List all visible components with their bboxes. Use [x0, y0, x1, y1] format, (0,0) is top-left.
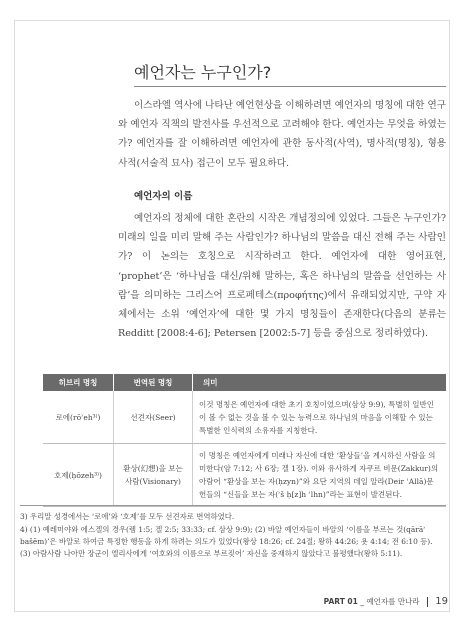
cell-translated: 선견자(Seer)	[114, 391, 193, 444]
cell-meaning: 이것 명칭은 예언자에 대한 초기 호칭이었으며(삼상 9:9), 특별히 일반인이 볼 수 없는 것을 볼 수 있는 능력으로 하나님의 마음을 이해할 수 있는 특별한 인식력의 소유자를 지칭한다.	[193, 391, 447, 444]
header-meaning: 의미	[193, 374, 447, 391]
footer-part: PART 01	[323, 597, 358, 606]
cell-hebrew: 호제(ḥōzeh³⁾)	[43, 444, 114, 507]
header-hebrew: 히브리 명칭	[43, 374, 114, 391]
title-rule	[134, 86, 446, 87]
footnote-rule	[20, 505, 446, 506]
table-row	[43, 391, 446, 444]
header-translated: 번역된 명칭	[114, 374, 193, 391]
cell-hebrew: 로에(rōʾeh³⁾)	[43, 391, 114, 444]
body-text: 예언자의 정체에 대한 혼란의 시작은 개념정의에 있었다. 그들은 누구인가? 미래의 일을 미리 말해 주는 사람인가? 하나님의 말씀을 대신 전해 주는 사람인가? 이 논의는 호칭으로 시작하려고 한다. 예언자에 대한 영어표현, ‘prophet’은 ‘하나님을 대신/위해 말하는, 혹은 하나님의 말씀을 선언하는 사람’을 의미하는 그리스어 프로페테스(προφήτης)에서 유래되었지만, 구약 자체에서는 소위 ‘예언자’에 대한 몇 가지 명칭들이 존재한다(다음의 분류는 Redditt [2008:4-6]; Petersen [2002:5-7] 등을 중심으로 정리하였다).	[118, 213, 446, 340]
body-paragraph	[118, 209, 446, 343]
table-header-row	[43, 374, 446, 391]
page-footer	[324, 596, 448, 607]
table-row	[43, 444, 446, 507]
footnote-4: 4) (1) 예레미야와 에스겔의 경우(렘 1:5; 겔 2:5; 33:33; cf. 삼상 9:9); (2) 바알 예언자들이 바알의 ‘이름을 부르는 것(qārāʾ bašēm)’은 바알로 하여금 특정한 행동을 하게 하려는 의도가 있었다(왕상 18:26; cf. 24절; 왕하 44:26; 욧 4:14; 전 6:10 등). (3) 아람사람 나아만 장군이 엘리사에게 ‘여호와의 이름으로 부르짖어’ 자신을 중재하지 않았다고 불평했다(왕하 5:11).	[20, 525, 433, 558]
chapter-title: 예언자는 누구인가?	[134, 63, 272, 82]
footer-divider	[427, 597, 428, 607]
cell-meaning: 이 명칭은 예언자에게 미래나 자신에 대한 ‘환상들’을 계시하신 사람을 의미한다(암 7:12; 사 6장; 겔 1장). 이와 유사하게 자쿠르 비문(Zakkur)의 아람어 “환상을 보는 자(ḥzyn)”와 요단 지역의 데일 알라(Deir ʿAllā)문헌들의 “신들을 보는 자(ʾš ḥ[z]h ʾlhn)”라는 표현이 발견된다.	[193, 444, 447, 507]
prophet-names-table	[43, 374, 446, 507]
cell-translated: 환상(幻想)을 보는 사람(Visionary)	[114, 444, 193, 507]
intro-text: 이스라엘 역사에 나타난 예언현상을 이해하려면 예언자의 명칭에 대한 연구와 예언자 직책의 발전사를 우선적으로 고려해야 한다. 예언자는 무엇을 하였는가? 예언자를 잘 이해하려면 예언자에 관한 동사적(사역), 명사적(명칭), 형용사적(서술적 묘사) 접근이 모두 필요하다.	[118, 100, 446, 169]
page-number: 19	[435, 596, 448, 607]
footnote-3: 3) 우리말 성경에서는 ‘로에’와 ‘호제’를 모두 선견자로 번역하였다.	[20, 512, 235, 521]
footer-section: _ 예언자를 만나라	[360, 597, 420, 606]
intro-paragraph	[118, 96, 446, 173]
section-heading: 예언자의 이름	[134, 191, 193, 202]
